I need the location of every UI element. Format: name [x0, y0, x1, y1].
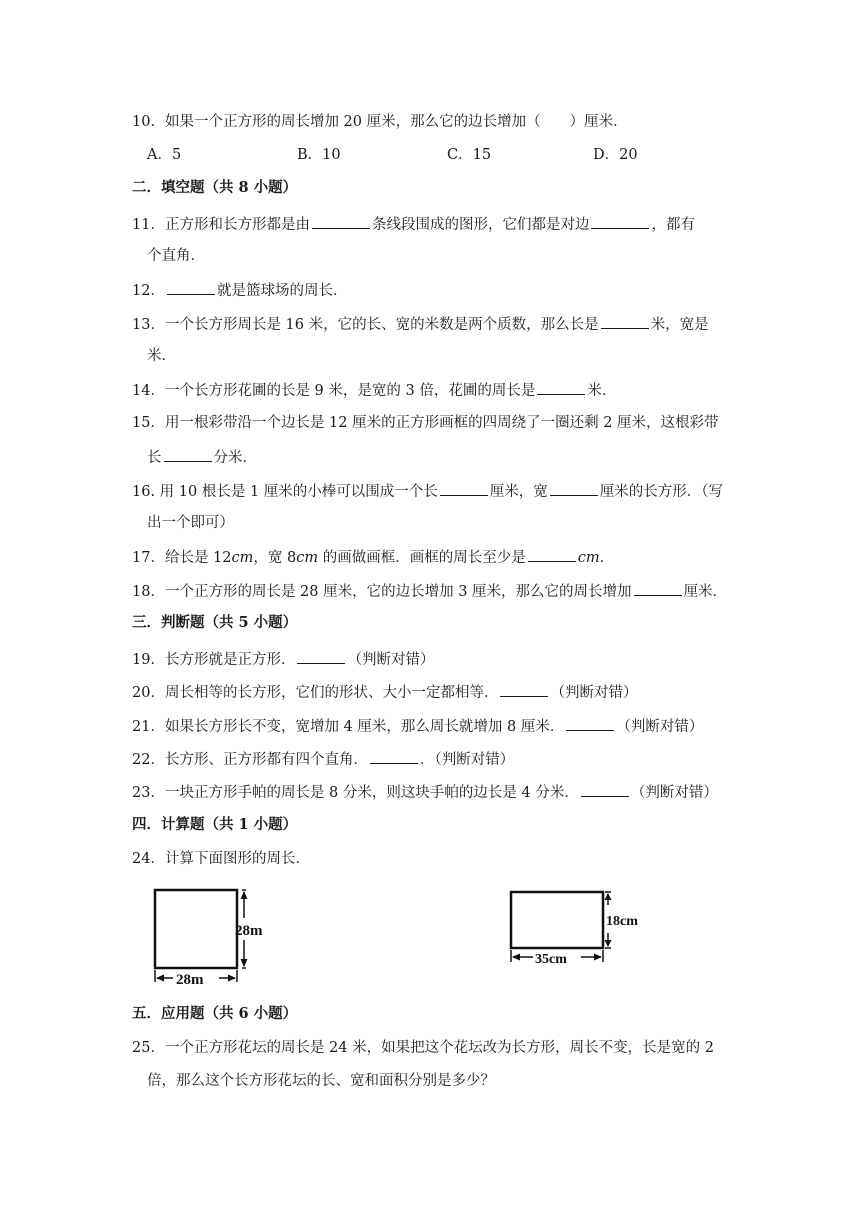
section-heading-application: 五．应用题（共 6 小题） — [132, 1005, 298, 1022]
answer-blank[interactable] — [601, 313, 649, 329]
answer-blank[interactable] — [312, 213, 370, 229]
section-heading-calculation: 四．计算题（共 1 小题） — [132, 816, 298, 833]
answer-blank[interactable] — [164, 446, 212, 462]
side-label: 28m — [235, 923, 263, 939]
unit-cm: cm — [577, 550, 600, 566]
answer-blank[interactable] — [528, 546, 576, 562]
question-11-text-a: 11．正方形和长方形都是由 — [132, 217, 310, 233]
option-a: A．5 — [147, 147, 182, 163]
bottom-label: 28m — [176, 972, 204, 988]
question-11 — [132, 213, 695, 235]
square-shape — [155, 890, 237, 968]
answer-blank[interactable] — [537, 379, 585, 395]
question-23-text-a: 23．一块正方形手帕的周长是 8 分米，则这块手帕的边长是 4 分米． — [132, 785, 579, 801]
arrow-left-icon — [156, 975, 164, 982]
side-label: 18cm — [606, 914, 638, 929]
question-10 — [132, 112, 628, 132]
question-15-text-c: 分米． — [213, 450, 257, 466]
option-d: D．20 — [593, 147, 638, 163]
unit-cm: cm — [296, 550, 319, 566]
question-22-text-b: ．（判断对错） — [419, 752, 515, 768]
section-heading-fill-blank: 二．填空题（共 8 小题） — [132, 179, 298, 196]
question-15 — [132, 413, 719, 433]
question-22-text-a: 22．长方形、正方形都有四个直角． — [132, 752, 368, 768]
rectangle-diagram — [503, 885, 663, 970]
option-b: B．10 — [297, 147, 341, 163]
arrow-left-icon — [512, 954, 520, 961]
question-13 — [132, 313, 709, 335]
question-17 — [132, 546, 614, 568]
question-13-continued — [147, 346, 176, 366]
question-25-text-a: 25．一个正方形花坛的周长是 24 米，如果把这个花坛改为长方形，周长不变，长是宽的 2 — [132, 1040, 714, 1056]
question-11-text-c: ，都有 — [651, 217, 695, 233]
bottom-label: 35cm — [535, 952, 567, 967]
question-25-text-b: 倍，那么这个长方形花坛的长、宽和面积分别是多少？ — [147, 1073, 495, 1089]
question-16 — [132, 480, 723, 502]
question-18-text-a: 18．一个正方形的周长是 28 厘米，它的边长增加 3 厘米，那么它的周长增加 — [132, 584, 632, 600]
question-24-text: 24．计算下面图形的周长． — [132, 851, 310, 867]
question-14-text-a: 14．一个长方形花圃的长是 9 米，是宽的 3 倍，花圃的周长是 — [132, 383, 536, 399]
question-11-continued — [147, 246, 205, 266]
question-16-text-a: 16. 用 10 根长是 1 厘米的小棒可以围成一个长 — [132, 484, 438, 500]
unit-cm: cm — [231, 550, 254, 566]
question-17-text-b: ，宽 8 — [253, 550, 297, 566]
question-15-text-a: 15．用一根彩带沿一个边长是 12 厘米的正方形画框的四周绕了一圈还剩 2 厘米，这根彩带 — [132, 415, 719, 431]
answer-blank[interactable] — [550, 480, 598, 496]
arrow-up-icon — [605, 893, 612, 900]
question-14-text-b: 米． — [587, 383, 617, 399]
question-20-text-a: 20．周长相等的长方形，它们的形状、大小一定都相等． — [132, 685, 499, 701]
figure-rectangle — [503, 885, 663, 970]
answer-blank[interactable] — [297, 648, 345, 664]
question-11-text-b: 条线段围成的图形，它们都是对边 — [371, 217, 590, 233]
answer-blank[interactable] — [581, 781, 629, 797]
question-13-text-c: 米． — [147, 348, 176, 364]
question-16-text-c: 厘米的长方形．（写 — [599, 484, 724, 500]
question-15-text-b: 长 — [147, 450, 162, 466]
question-25 — [132, 1038, 714, 1058]
square-diagram — [145, 882, 285, 992]
question-19-text-a: 19．长方形就是正方形． — [132, 652, 296, 668]
arrow-right-icon — [228, 975, 236, 982]
question-17-text-a: 17．给长是 12 — [132, 550, 232, 566]
question-21-text-b: （判断对错） — [616, 719, 704, 735]
question-14 — [132, 379, 616, 401]
question-16-continued — [147, 513, 234, 533]
question-17-text-c: 的画做画框．画框的周长至少是 — [318, 550, 526, 566]
question-13-text-a: 13．一个长方形周长是 16 米，它的长、宽的米数是两个质数，那么长是 — [132, 317, 599, 333]
question-12-text-a: 12． — [132, 283, 165, 299]
arrow-down-icon — [605, 940, 612, 947]
question-21-text-a: 21．如果长方形长不变，宽增加 4 厘米，那么周长就增加 8 厘米． — [132, 719, 565, 735]
question-12 — [132, 279, 347, 301]
arrow-up-icon — [241, 891, 248, 899]
answer-blank[interactable] — [500, 681, 548, 697]
question-13-text-b: 米，宽是 — [650, 317, 709, 333]
arrow-down-icon — [241, 959, 248, 967]
arrow-right-icon — [594, 954, 602, 961]
question-17-text-d: ． — [599, 550, 615, 566]
question-20 — [132, 681, 637, 703]
question-12-text-b: 就是篮球场的周长． — [216, 283, 348, 299]
answer-blank[interactable] — [634, 580, 682, 596]
question-18 — [132, 580, 727, 602]
rectangle-shape — [511, 892, 603, 948]
question-15-continued — [147, 446, 257, 468]
question-20-text-b: （判断对错） — [550, 685, 638, 701]
question-19-text-b: （判断对错） — [347, 652, 435, 668]
answer-blank[interactable] — [440, 480, 488, 496]
question-16-text-b: 厘米，宽 — [489, 484, 548, 500]
question-11-text-d: 个直角． — [147, 248, 205, 264]
answer-blank[interactable] — [370, 748, 418, 764]
question-23-text-b: （判断对错） — [630, 785, 718, 801]
question-24 — [132, 849, 310, 869]
answer-blank[interactable] — [591, 213, 649, 229]
figure-square — [145, 882, 285, 992]
option-c: C．15 — [447, 147, 492, 163]
question-18-text-b: 厘米． — [683, 584, 728, 600]
section-heading-true-false: 三．判断题（共 5 小题） — [132, 614, 298, 631]
question-10-text: 10．如果一个正方形的周长增加 20 厘米，那么它的边长增加（ ）厘米． — [132, 114, 628, 130]
question-16-text-d: 出一个即可） — [147, 515, 234, 531]
question-21 — [132, 715, 703, 737]
question-19 — [132, 648, 434, 670]
answer-blank[interactable] — [566, 715, 614, 731]
question-23 — [132, 781, 718, 803]
answer-blank[interactable] — [167, 279, 215, 295]
question-22 — [132, 748, 514, 770]
question-25-continued — [147, 1071, 495, 1091]
